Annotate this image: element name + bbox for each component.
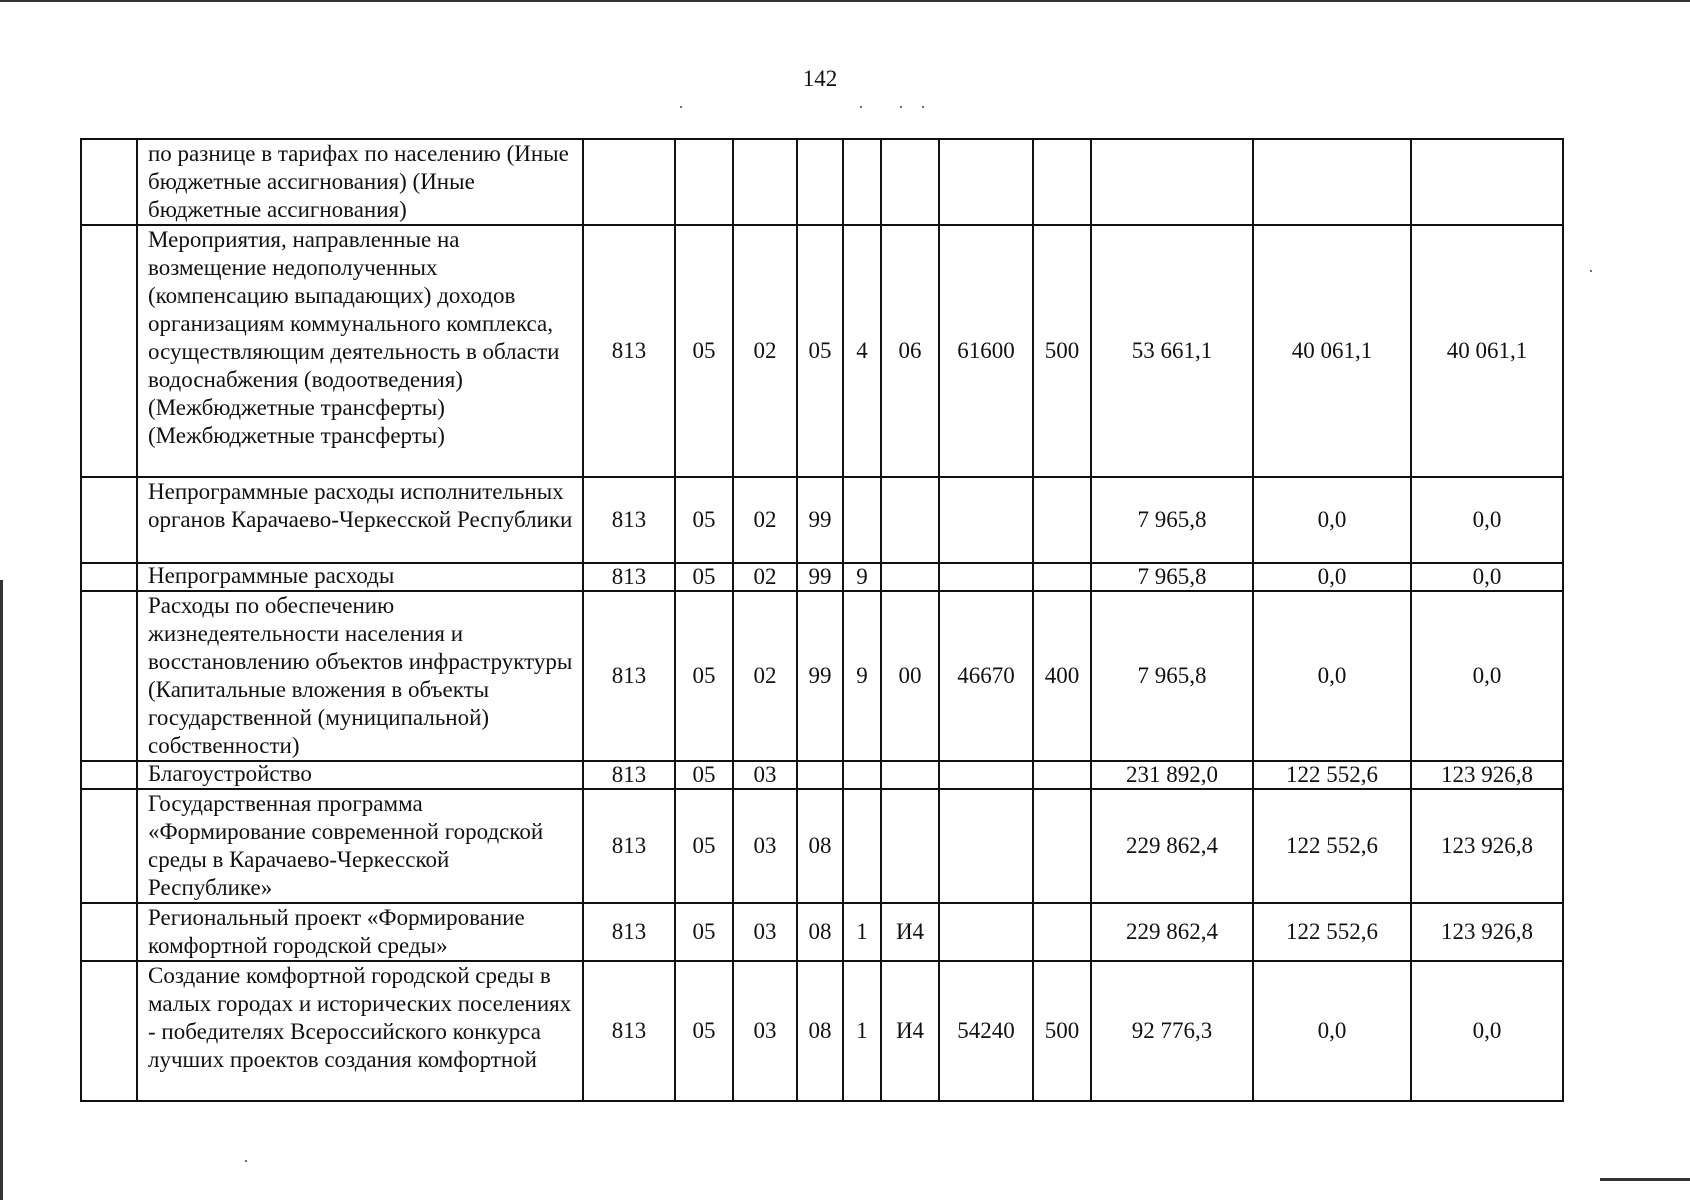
cell-dir: 46670 — [939, 591, 1033, 761]
cell-pr: 03 — [733, 903, 797, 961]
cell-year3: 123 926,8 — [1411, 903, 1563, 961]
cell-ved: 813 — [583, 789, 675, 903]
cell-rz: 05 — [675, 563, 733, 591]
cell-main — [881, 789, 939, 903]
cell-year1: 229 862,4 — [1091, 789, 1253, 903]
cell-dir: 61600 — [939, 225, 1033, 477]
cell-pr: 02 — [733, 591, 797, 761]
cell-sub — [843, 789, 881, 903]
cell-sub: 9 — [843, 563, 881, 591]
cell-vr — [1033, 903, 1091, 961]
cell-year1: 53 661,1 — [1091, 225, 1253, 477]
cell-main: 00 — [881, 591, 939, 761]
cell-vr: 500 — [1033, 961, 1091, 1101]
cell-rz — [675, 139, 733, 225]
cell-vr — [1033, 563, 1091, 591]
cell-vr: 500 — [1033, 225, 1091, 477]
row-name: Непрограммные расходы — [137, 563, 583, 591]
cell-year2: 122 552,6 — [1253, 789, 1411, 903]
cell-year2: 0,0 — [1253, 591, 1411, 761]
cell-pr: 02 — [733, 563, 797, 591]
cell-pr: 03 — [733, 789, 797, 903]
table-row — [81, 961, 1563, 1101]
cell-main — [881, 477, 939, 563]
cell-year3: 0,0 — [1411, 961, 1563, 1101]
cell-year1: 7 965,8 — [1091, 477, 1253, 563]
cell-sub — [843, 477, 881, 563]
cell-ved: 813 — [583, 225, 675, 477]
table-row — [81, 139, 1563, 225]
row-marker-cell — [81, 961, 137, 1101]
row-marker-cell — [81, 139, 137, 225]
cell-year1: 92 776,3 — [1091, 961, 1253, 1101]
cell-main — [881, 761, 939, 789]
cell-rz: 05 — [675, 477, 733, 563]
cell-ved: 813 — [583, 591, 675, 761]
cell-vr — [1033, 477, 1091, 563]
row-marker-cell — [81, 761, 137, 789]
cell-rz: 05 — [675, 225, 733, 477]
row-name: Расходы по обеспечению жизнедеятельности населения и восстановлению объектов инфраструктуры (Капитальные вложения в объекты государственной (муниципальной) собственности) — [137, 591, 583, 761]
cell-dir — [939, 477, 1033, 563]
cell-sub: 1 — [843, 961, 881, 1101]
page-number: 142 — [802, 66, 838, 91]
cell-rz: 05 — [675, 961, 733, 1101]
cell-sub: 9 — [843, 591, 881, 761]
cell-sub — [843, 139, 881, 225]
cell-year3 — [1411, 139, 1563, 225]
cell-year3: 0,0 — [1411, 591, 1563, 761]
cell-year1 — [1091, 139, 1253, 225]
scan-speck — [860, 106, 862, 108]
cell-year2: 122 552,6 — [1253, 761, 1411, 789]
scan-speck — [922, 106, 924, 108]
cell-main — [881, 139, 939, 225]
cell-main: 06 — [881, 225, 939, 477]
cell-dir — [939, 139, 1033, 225]
cell-main — [881, 563, 939, 591]
cell-year2: 0,0 — [1253, 563, 1411, 591]
table-row — [81, 477, 1563, 563]
cell-dir: 54240 — [939, 961, 1033, 1101]
cell-year3: 40 061,1 — [1411, 225, 1563, 477]
row-name: Государственная программа «Формирование современной городской среды в Карачаево-Черкесской Республике» — [137, 789, 583, 903]
cell-main: И4 — [881, 961, 939, 1101]
scan-edge-top — [0, 0, 1690, 2]
row-marker-cell — [81, 563, 137, 591]
cell-year2: 0,0 — [1253, 961, 1411, 1101]
cell-dir — [939, 563, 1033, 591]
cell-pr — [733, 139, 797, 225]
row-name: Региональный проект «Формирование комфортной городской среды» — [137, 903, 583, 961]
cell-year2: 122 552,6 — [1253, 903, 1411, 961]
row-name: Благоустройство — [137, 761, 583, 789]
cell-prog: 99 — [797, 591, 843, 761]
cell-main: И4 — [881, 903, 939, 961]
cell-year1: 7 965,8 — [1091, 563, 1253, 591]
row-marker-cell — [81, 225, 137, 477]
cell-year1: 7 965,8 — [1091, 591, 1253, 761]
cell-year2 — [1253, 139, 1411, 225]
scan-speck — [245, 1160, 247, 1162]
cell-dir — [939, 761, 1033, 789]
cell-prog: 08 — [797, 789, 843, 903]
table-row — [81, 761, 1563, 789]
cell-year1: 231 892,0 — [1091, 761, 1253, 789]
scan-edge-left — [0, 580, 3, 1200]
cell-year2: 0,0 — [1253, 477, 1411, 563]
cell-vr — [1033, 789, 1091, 903]
cell-ved: 813 — [583, 761, 675, 789]
cell-prog — [797, 139, 843, 225]
cell-year3: 0,0 — [1411, 563, 1563, 591]
cell-dir — [939, 903, 1033, 961]
cell-prog: 08 — [797, 903, 843, 961]
cell-sub — [843, 761, 881, 789]
cell-vr: 400 — [1033, 591, 1091, 761]
cell-rz: 05 — [675, 903, 733, 961]
table-row — [81, 789, 1563, 903]
cell-rz: 05 — [675, 761, 733, 789]
table-row — [81, 591, 1563, 761]
cell-vr — [1033, 761, 1091, 789]
row-name: Создание комфортной городской среды в малых городах и исторических поселениях - победителях Всероссийского конкурса лучших проектов создания комфортной — [137, 961, 583, 1101]
cell-prog — [797, 761, 843, 789]
cell-year3: 0,0 — [1411, 477, 1563, 563]
row-name: Мероприятия, направленные на возмещение недополученных (компенсацию выпадающих) доходов организациям коммунального комплекса, осуществляющим деятельность в области водоснабжения (водоотведения) (Межбюджетные трансферты) (Межбюджетные трансферты) — [137, 225, 583, 477]
row-marker-cell — [81, 789, 137, 903]
row-marker-cell — [81, 903, 137, 961]
table-row — [81, 903, 1563, 961]
row-marker-cell — [81, 477, 137, 563]
row-marker-cell — [81, 591, 137, 761]
row-name: Непрограммные расходы исполнительных органов Карачаево-Черкесской Республики — [137, 477, 583, 563]
cell-pr: 03 — [733, 761, 797, 789]
cell-dir — [939, 789, 1033, 903]
cell-sub: 4 — [843, 225, 881, 477]
row-name: по разнице в тарифах по населению (Иные бюджетные ассигнования) (Иные бюджетные ассигнования) — [137, 139, 583, 225]
cell-ved: 813 — [583, 563, 675, 591]
cell-prog: 99 — [797, 563, 843, 591]
cell-year1: 229 862,4 — [1091, 903, 1253, 961]
table-row — [81, 225, 1563, 477]
scan-edge-right — [1600, 1178, 1690, 1181]
cell-year2: 40 061,1 — [1253, 225, 1411, 477]
scan-speck — [900, 106, 902, 108]
cell-rz: 05 — [675, 591, 733, 761]
cell-pr: 02 — [733, 477, 797, 563]
cell-prog: 05 — [797, 225, 843, 477]
cell-ved: 813 — [583, 477, 675, 563]
scan-speck — [1590, 270, 1592, 272]
cell-ved — [583, 139, 675, 225]
cell-sub: 1 — [843, 903, 881, 961]
scan-speck — [680, 106, 682, 108]
cell-pr: 03 — [733, 961, 797, 1101]
cell-rz: 05 — [675, 789, 733, 903]
cell-year3: 123 926,8 — [1411, 789, 1563, 903]
cell-vr — [1033, 139, 1091, 225]
cell-pr: 02 — [733, 225, 797, 477]
cell-prog: 99 — [797, 477, 843, 563]
budget-table — [80, 138, 1564, 1102]
cell-year3: 123 926,8 — [1411, 761, 1563, 789]
table-row — [81, 563, 1563, 591]
cell-ved: 813 — [583, 961, 675, 1101]
cell-ved: 813 — [583, 903, 675, 961]
cell-prog: 08 — [797, 961, 843, 1101]
